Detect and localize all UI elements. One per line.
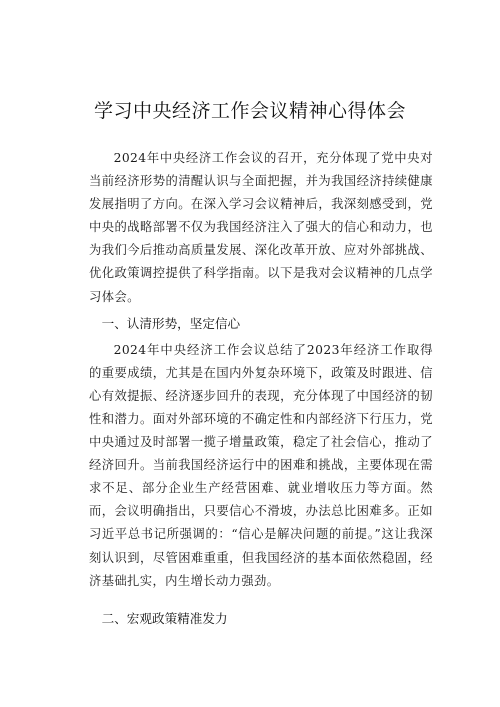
- section-1-paragraph: 2024年中央经济工作会议总结了2023年经济工作取得的重要成绩，尤其是在国内外复杂环境下，政策及时跟进、信心有效提振、经济逐步回升的表现，充分体现了中国经济的韧性和潜力。面对外部环境的不确定性和内部经济下行压力，党中央通过及时部署一揽子增量政策，稳定了社会信心，推动了经济回升。当前我国经济运行中的困难和挑战，主要体现在需求不足、部分企业生产经营困难、就业增收压力等方面。然而，会议明确指出，只要信心不滑坡，办法总比困难多。正如习近平总书记所强调的：“信心是解决问题的前提。”这让我深刻认识到，尽管困难重重，但我国经济的基本面依然稳固，经济基础扎实，内生增长动力强劲。: [89, 342, 433, 588]
- document-title: 学习中央经济工作会议精神心得体会: [93, 100, 406, 122]
- document-body: [89, 147, 433, 634]
- section-1-heading: 一、认清形势，坚定信心: [101, 315, 241, 331]
- intro-paragraph: 2024年中央经济工作会议的召开，充分体现了党中央对当前经济形势的清醒认识与全面把握，并为我国经济持续健康发展指明了方向。在深入学习会议精神后，我深刻感受到，党中央的战略部署不仅为我国经济注入了强大的信心和动力，也为我们今后推动高质量发展、深化改革开放、应对外部挑战、优化政策调控提供了科学指南。以下是我对会议精神的几点学习体会。: [89, 151, 433, 304]
- section-2-heading: 二、宏观政策精准发力: [101, 610, 228, 626]
